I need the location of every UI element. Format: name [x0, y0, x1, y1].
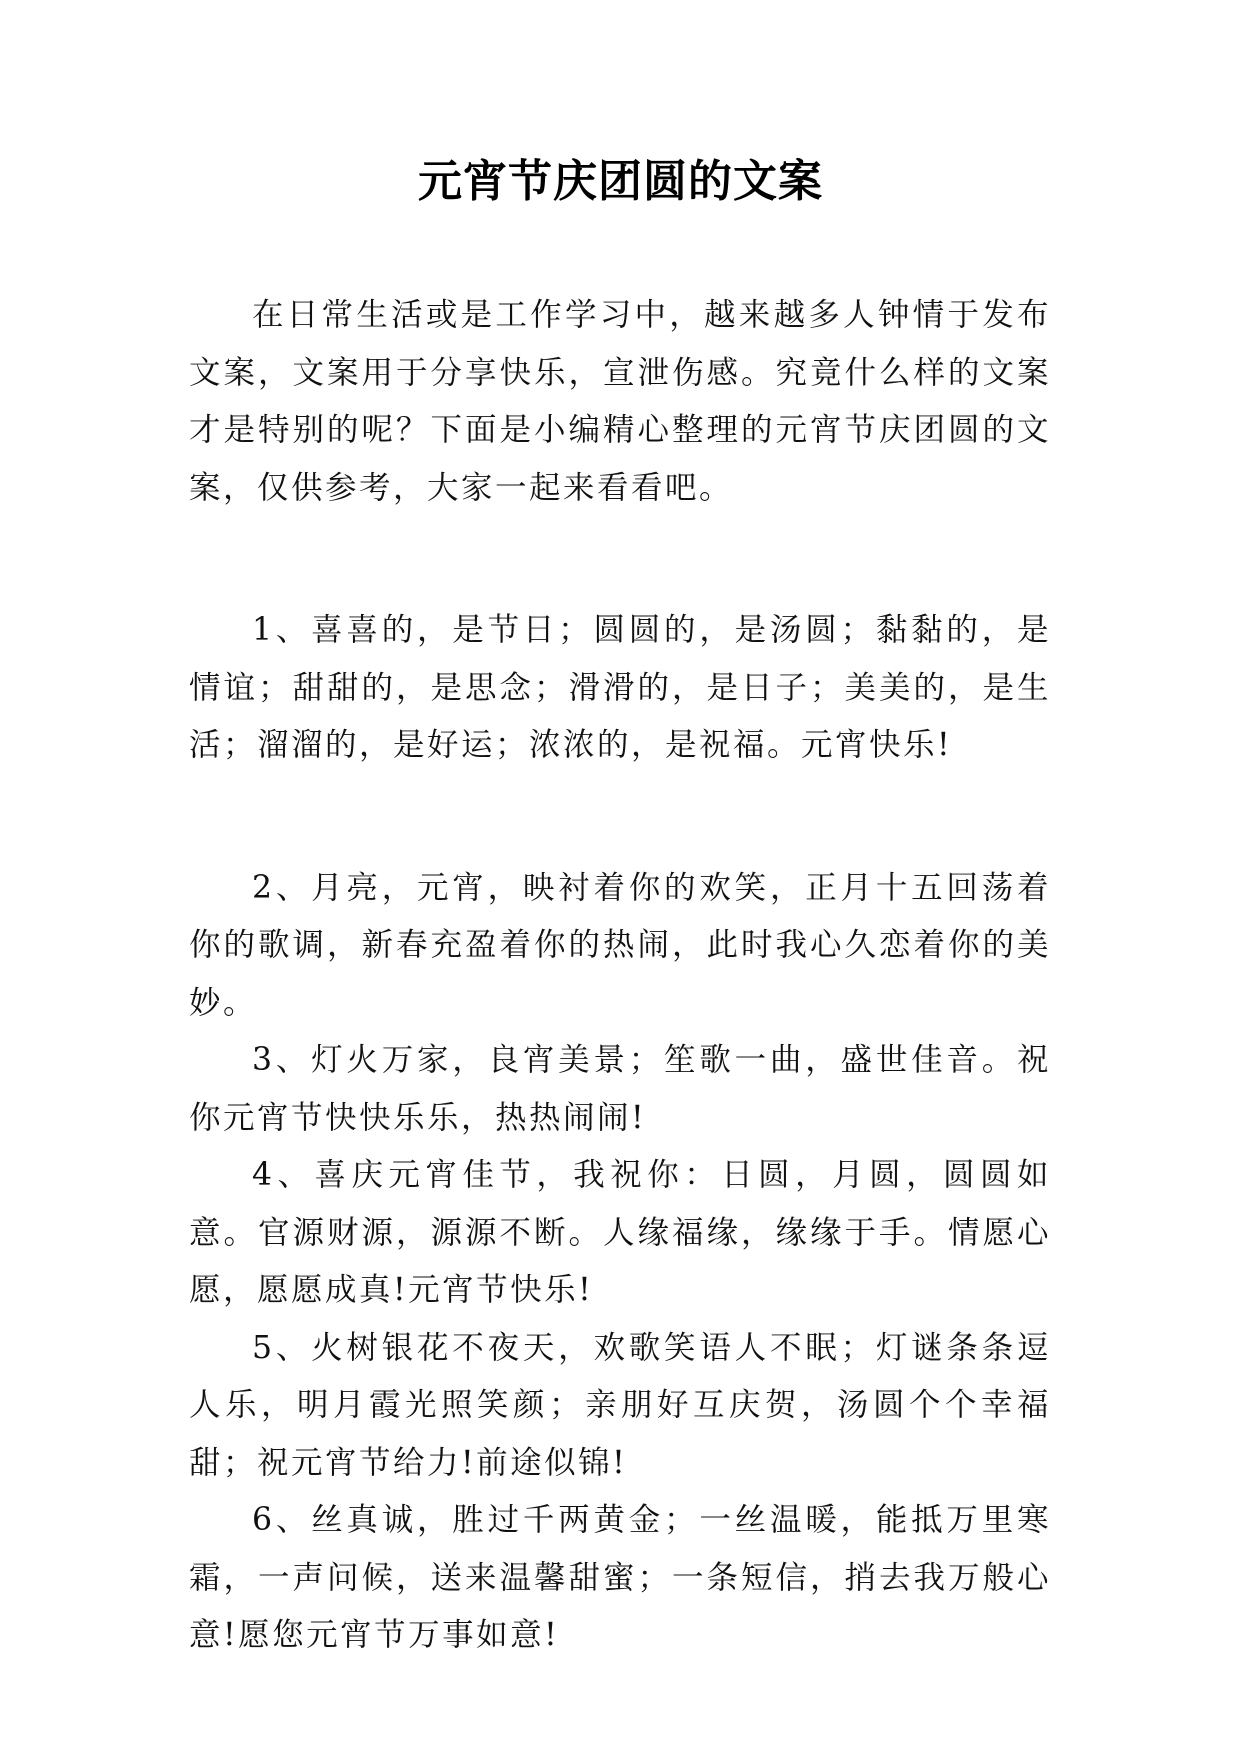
document-body — [189, 287, 1051, 1665]
item-paragraph-6: 6、丝真诚，胜过千两黄金；一丝温暖，能抵万里寒霜，一声问候，送来温馨甜蜜；一条短信，捎去我万般心意!愿您元宵节万事如意! — [189, 1502, 1051, 1653]
paragraph-gap — [189, 517, 1051, 602]
item-paragraph-5: 5、火树银花不夜天，欢歌笑语人不眠；灯谜条条逗人乐，明月霞光照笑颜；亲朋好互庆贺，汤圆个个幸福甜；祝元宵节给力!前途似锦! — [189, 1329, 1051, 1481]
paragraph-gap — [189, 775, 1051, 860]
document-title: 元宵节庆团圆的文案 — [418, 156, 823, 207]
item-paragraph-3: 3、灯火万家，良宵美景；笙歌一曲，盛世佳音。祝你元宵节快快乐乐，热热闹闹! — [189, 1042, 1051, 1136]
intro-paragraph: 在日常生活或是工作学习中，越来越多人钟情于发布文案，文案用于分享快乐，宣泄伤感。究竟什么样的文案才是特别的呢？下面是小编精心整理的元宵节庆团圆的文案，仅供参考，大家一起来看看吧。 — [189, 297, 1051, 506]
item-paragraph-2: 2、月亮，元宵，映衬着你的欢笑，正月十五回荡着你的歌调，新春充盈着你的热闹，此时我心久恋着你的美妙。 — [189, 869, 1051, 1021]
item-paragraph-1: 1、喜喜的，是节日；圆圆的，是汤圆；黏黏的，是情谊；甜甜的，是思念；滑滑的，是日子；美美的，是生活；溜溜的，是好运；浓浓的，是祝福。元宵快乐! — [189, 612, 1051, 763]
item-paragraph-4: 4、喜庆元宵佳节，我祝你：日圆，月圆，圆圆如意。官源财源，源源不断。人缘福缘，缘缘于手。情愿心愿，愿愿成真!元宵节快乐! — [189, 1157, 1051, 1308]
